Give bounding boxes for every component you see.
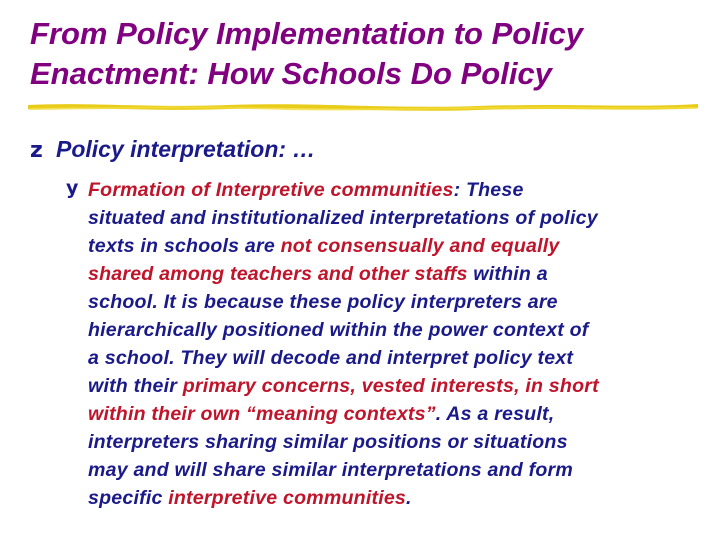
body-text: with their (88, 375, 183, 397)
paragraph-line (88, 344, 573, 372)
emphasis-text: not consensually and equally (280, 235, 560, 257)
emphasis-text: Formation of Interpretive communities (88, 179, 454, 201)
slide-title-line-2: Enactment: How Schools Do Policy (30, 56, 552, 91)
body-text: school. It is because these policy interpreters are (88, 291, 558, 313)
emphasis-text: within their own “meaning contexts” (88, 403, 436, 425)
z-bullet-icon: z (30, 138, 43, 163)
body-text: . As a result, (435, 403, 555, 425)
paragraph-line (88, 428, 568, 456)
body-text: situated and institutionalized interpretations of policy (88, 207, 598, 229)
bullet-1-text: Policy interpretation: … (56, 136, 316, 162)
y-bullet-icon: y (66, 177, 79, 199)
paragraph-line (88, 260, 548, 288)
paragraph-line (88, 176, 524, 204)
paragraph-line (88, 400, 554, 428)
body-text: hierarchically positioned within the power context of (88, 319, 589, 341)
title-underline-rule (28, 103, 698, 113)
body-text: may and will share similar interpretations and form (88, 459, 573, 481)
body-text: within a (467, 263, 548, 285)
paragraph-line (88, 456, 573, 484)
body-text: : These (453, 179, 524, 201)
slide-title (30, 14, 700, 94)
paragraph-line (88, 288, 558, 316)
paragraph-line (88, 232, 559, 260)
body-text: interpreters sharing similar positions or situations (88, 431, 568, 453)
emphasis-text: primary concerns, vested interests, in short (182, 375, 599, 397)
paragraph-line (88, 204, 598, 232)
body-text: a school. They will decode and interpret policy text (88, 347, 574, 369)
emphasis-text: interpretive communities (168, 487, 407, 509)
slide-title-line-1: From Policy Implementation to Policy (30, 16, 583, 51)
body-text: texts in schools are (88, 235, 281, 257)
paragraph-line (88, 372, 599, 400)
paragraph-line (88, 316, 589, 344)
bullet-level-1 (30, 136, 315, 163)
emphasis-text: shared among teachers and other staffs (88, 263, 468, 285)
body-text: specific (88, 487, 169, 509)
body-text: . (406, 487, 412, 509)
paragraph-line (88, 484, 412, 512)
